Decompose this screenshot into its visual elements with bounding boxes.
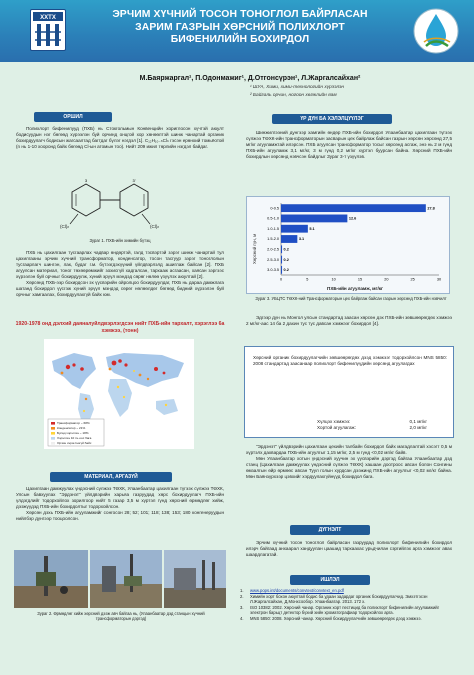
chart-category-label: 1.0-1.5 [267, 226, 279, 231]
authors: М.Баяржаргал¹, П.Одонмажиг¹, Д.Отгонсүрэн¹, Л.Жаргалсайхан² [139, 75, 361, 82]
materials-heading: МАТЕРИАЛ, АРГАЗҮЙ [50, 472, 172, 482]
results-paragraph-3: "Эрдэнэт" үйлдвэрийн цахилгаан цехийн талбайн бохирдол байх магадлалтай хэсэгт 0,5 м хүртэлх дахвардаа ПХБ-ийн агуулгыг 1,15 мг/кг, 2,5 м гүнд <0,02 мг/кг байв. Мөн Улаанбаатар хотын үндэсний хуучин эх үүсвэрийн дэргэд байгаа Улаанбаатар дэд станц (Цахилгаан дамжуулах үндэсний сүлжээ ТӨХК) хашаан доотроос авсан болон Сонгины өмзалгын өйр өрмөөс авсан Туул голын хурдсан дээжинд ПХБ-ийн агуулгыг <0,02 мг/кг байна. Мөн Баянзүрхээр цэвхийг хэрдуулахгүйнүүд бохирдол бага. [246, 444, 452, 480]
chart-data-label: 0.2 [283, 247, 289, 252]
figure-2-caption: Зураг 2. Өрмөдлөг хийж хөрсний дээж авч байгаа нь, (Улаанбаатар дэд станцын хүчний трансформаторын дэргэд) [37, 611, 205, 622]
svg-text:3: 3 [84, 178, 88, 183]
chart-bar [281, 256, 282, 264]
results-paragraph-1: Шинжилгээний дүнгээр хамгийн өндөр ПХБ-ийн бохирдол Улаанбаатар цахилгаан түгээх сүлжээ ТӨХК-ийн трансформаторын засварын цех байрлаж байсан газрын хөрсөн хөрсөнд 27,5 мг/кг агууламжтай илэрсэн. ПХБ агуулсан трансформатор тосыг хөрсөнд асгаж, энэ нь 2 м гүнд ПХБ-ийн агууламж 3,1 мг/кг, 3 м гүнд 0,2 мг/кг хүртэл буурсан байна. Хөрсний ПХБ-ийн бохирдлын хөрсөнд нэвчсэн байдлыг Зураг 3-т үзүүлэв. [246, 130, 452, 160]
chart-x-tick-label: 20 [384, 277, 389, 282]
figure-3-caption: Зураг 3. УБЦТС ТӨХК-ний Трансформаторын цех байрлаж байсан газрын хөрсөнд ПХБ-ийн нэвчилт [255, 296, 447, 301]
intro-paragraph-1: Полихлорт бифенилууд (ПХБ) нь Стокгольмын Конвенцийн хориглосон хүчтэй аюулт бодисуудын нэг бөгөөд хүрээлэн буй орчинд онцгой хор хөнөөлтэй шинж чанартай органик бохирдуулагч бодисын жагсаалтад багтдаг бүлэг нэгдэл [1]. C₁₂H₁₀₋ₙClₙ гэсэн ерөнхий томьёотой (n нь 1-10 хооронд байх бөгөөд Cl-ын атомын тоо). Нийт 209 ижил төрлийн нэгдэл байдаг. [16, 126, 224, 150]
chart-category-label: 0.5-1.0 [267, 216, 279, 221]
reference-item: 3. ISO 10382: 2002. Хөрсний чанар. Органик хорт пестицид ба полихлорт бифенилийн агууламжийг электрон барьцт детектор бүхий хийн хроматографиар тодорхойлох арга. [240, 604, 440, 616]
svg-text:ХХТХ: ХХТХ [40, 15, 56, 21]
references-heading: ИШЛЭЛ [290, 575, 370, 585]
map-title: 1920-1978 онд дэлхий даяналуйлдвэрлэгдсэн нийт ПХБ-ийн тархалт, хэрэглээ 6а хэмжээ, (тонн) [15, 321, 225, 334]
chart-bar [281, 204, 426, 212]
reference-item: 2. Химийн хорт бохон аюултай бодис ба удаан задардаг органик бохирдуулагчид. Эмхэтгэсэн Л.Жаргалсайхан, Д.Монхсообор. Улаанбаатар. 2013. 172 х. [240, 593, 428, 605]
chart-bar [281, 235, 297, 243]
chart-x-tick-label: 15 [357, 277, 363, 282]
drilling-photo-1 [14, 550, 88, 608]
intro-paragraph-2: ПХБ нь цахилгаан тусгаарлах чадвар өндөртэй, галд тэсвэртэй зэрэг шинж чанартай тул цахилгааны эрчим хүчний трансформатор, конденсатор, тосон тасгуур зэрэг тоноглолын тусгаарлагч шингэн, лак, будаг г.м. бүтээгдэхүүний үйлдвэрлэлд ашиглаж байсан [2]. ПХБ агуулсан материал, тоног төхөөрөмжийг зохисгүй хадгалсан, тархааж асгаасан, хаясан зэргээс хүрээлэн буй орчныг бохирдуулж, хүний эрүүл мэндэд сөрөг нөлөө үзүүлэх аюултай [2]. Хөрсөнд ПХБ-ээр бохирдсон эх үүсвэрийн ойролцоо бохирдуулдаг, ПХБ нь дараа дамжлага шатанд бохирдол үүсгэж хүний эрүүл мэндэд сөрөг нөлөөлдөг бөгөөд бидний хүрээлэн буй орчныг хамгаалах, бохирдуулахгүй байх юм. [16, 250, 224, 298]
figure-1-caption: Зураг 1. ПХБ-ийн химийн бүтэц [89, 238, 151, 243]
chart-y-axis-label: Хөрсний гүн, м [252, 233, 257, 265]
map-legend: Трансформатор ~ 68% Конденсатор ~ 21% Бусад хэрэглээ ~ 18% Хэрэглээ 10 тн-оос бага Орчин хэрэглээгүй байх [57, 421, 92, 445]
transformer-photo [164, 550, 226, 608]
materials-paragraph: Цахилгаан дамжуулах үндэсний сүлжээ ТӨХК, Улаанбаатар цахилгаан түгээх сүлжээ ТӨХК, Улсын бавхуулах "Эрдэнэт" үйлдвэрийн харьяа газруудад хөрс бохирдуулагч ПХБ-ийн үлдэгдлийг тодорхойлох зорилгоор нийт 5 газар 3,5 м хүртэл гүнд хөрсний өрмөдлөг хийж, дээжүүдэд ПХБ-ийн бохирдолтыг тодорхойлсон. Хөрсөн дэхь ПХБ-ийн агууламжийг сонгосон 28; 52; 101; 118; 138; 153; 180 конгенеруудын нийлбэр дүнгээр тооцоолсон. [16, 486, 224, 522]
chart-data-label: 27.8 [427, 206, 435, 211]
chart-category-label: 0-0.5 [270, 206, 279, 211]
chart-data-label: 3.1 [298, 237, 305, 242]
intro-heading: ОРШИЛ [34, 112, 112, 122]
chart-x-tick-label: 5 [306, 277, 309, 282]
chart-x-tick-label: 30 [436, 277, 442, 282]
chart-bar [281, 225, 308, 233]
affiliation-1: ¹ ШУА, Хими, хими-технологийн хүрээлэн [250, 85, 345, 90]
affiliation-2: ² Байгаль орчин, ногоон хөгжлийн яам [250, 93, 337, 98]
chart-data-label: 12.6 [348, 216, 357, 221]
chart-bar [281, 245, 282, 253]
results-paragraph-2: Эдгээр дүн нь Монгол улсын стандартад заасан хөрсөн дэх ПХБ-ийн зөвшөөрөгдөх хэмжээ 2 мг/кг-аас 14 ба 2 дахин тус тус давсан хэмжээг бохирдол [4]. [246, 315, 452, 327]
chart-category-label: 2.5-3.0 [267, 257, 279, 262]
results-heading: ҮР ДҮН БА ХЭЛЭЛЦҮҮЛЭГ [272, 114, 392, 124]
world-pcb-map [44, 339, 194, 449]
drilling-photo-2 [90, 550, 162, 608]
limit-value: 2,0 мг/кг [409, 425, 427, 431]
svg-text:3': 3' [132, 178, 136, 183]
institute-logo [30, 9, 66, 51]
chart-x-tick-label: 0 [279, 277, 283, 282]
reference-item: 1. www.pops.int/documents/convtext/convtext_en.pdf [240, 588, 344, 593]
chart-x-axis-label: ПХБ-ийн агууламж, мг/кг [327, 286, 383, 291]
chart-category-label: 2.0-2.5 [267, 247, 279, 252]
chart-data-label: 0.2 [283, 268, 289, 273]
limit-label: Хортой агуулагаж: [317, 425, 356, 431]
chart-category-label: 1.5-2.0 [267, 237, 279, 242]
chart-x-tick-label: 25 [410, 277, 415, 282]
chart-data-label: 0.2 [283, 257, 289, 262]
standard-text: Хөрсний органик бохирдуулагчийн зөвшөөрөгдөх дээд хэмжээг тодорхойлсон MNS 5850: 2008 стандартад заасанаар полихлорт бифенилүүдийн хөрсөнд агуулагдах [253, 355, 447, 367]
structure-label-left: (Cl)ₙ [60, 224, 70, 229]
limit-label: Хүлцэх хэмжээ: [317, 419, 351, 424]
standard-box [244, 346, 454, 438]
limit-table [317, 419, 427, 431]
chart-canvas [247, 197, 451, 295]
limit-value: 0,1 мг/кг [409, 419, 427, 424]
conclusion-paragraph: Эрчим хүчний тосон тоноглол байрласан газруудад полихлорт бифенилийн бохирдол илэрч байгаад анхаарал хандуулан цаашид тархаахас урьдчилан сэргийлэх арга хэмжээг авах шаардлагатай. [246, 540, 452, 558]
poster-title: ЭРЧИМ ХҮЧНИЙ ТОСОН ТОНОГЛОЛ БАЙРЛАСАН ЗАРИМ ГАЗРЫН ХӨРСНИЙ ПОЛИХЛОРТ БИФЕНИЛИЙН БОХИРДОЛ [112, 9, 368, 46]
chart-bar [281, 215, 347, 223]
references-list [240, 588, 454, 621]
structure-label-right: (Cl)ₙ [150, 224, 160, 229]
chart-x-tick-label: 10 [331, 277, 336, 282]
chart-category-label: 3.0-3.5 [267, 268, 279, 273]
pcb-depth-chart [246, 196, 450, 294]
reference-item: 4. MNS 5850: 2008. Хөрсний чанар. Хөрсний бохирдуулагчийн зөвшөөрөгдөх дээд хэмжээ. [240, 615, 422, 621]
limit-row [317, 425, 427, 431]
chart-bar [281, 266, 282, 274]
chart-data-label: 5.1 [309, 226, 315, 231]
conclusion-heading: ДҮГНЭЛТ [290, 525, 370, 535]
mongolia-logo [412, 6, 460, 56]
